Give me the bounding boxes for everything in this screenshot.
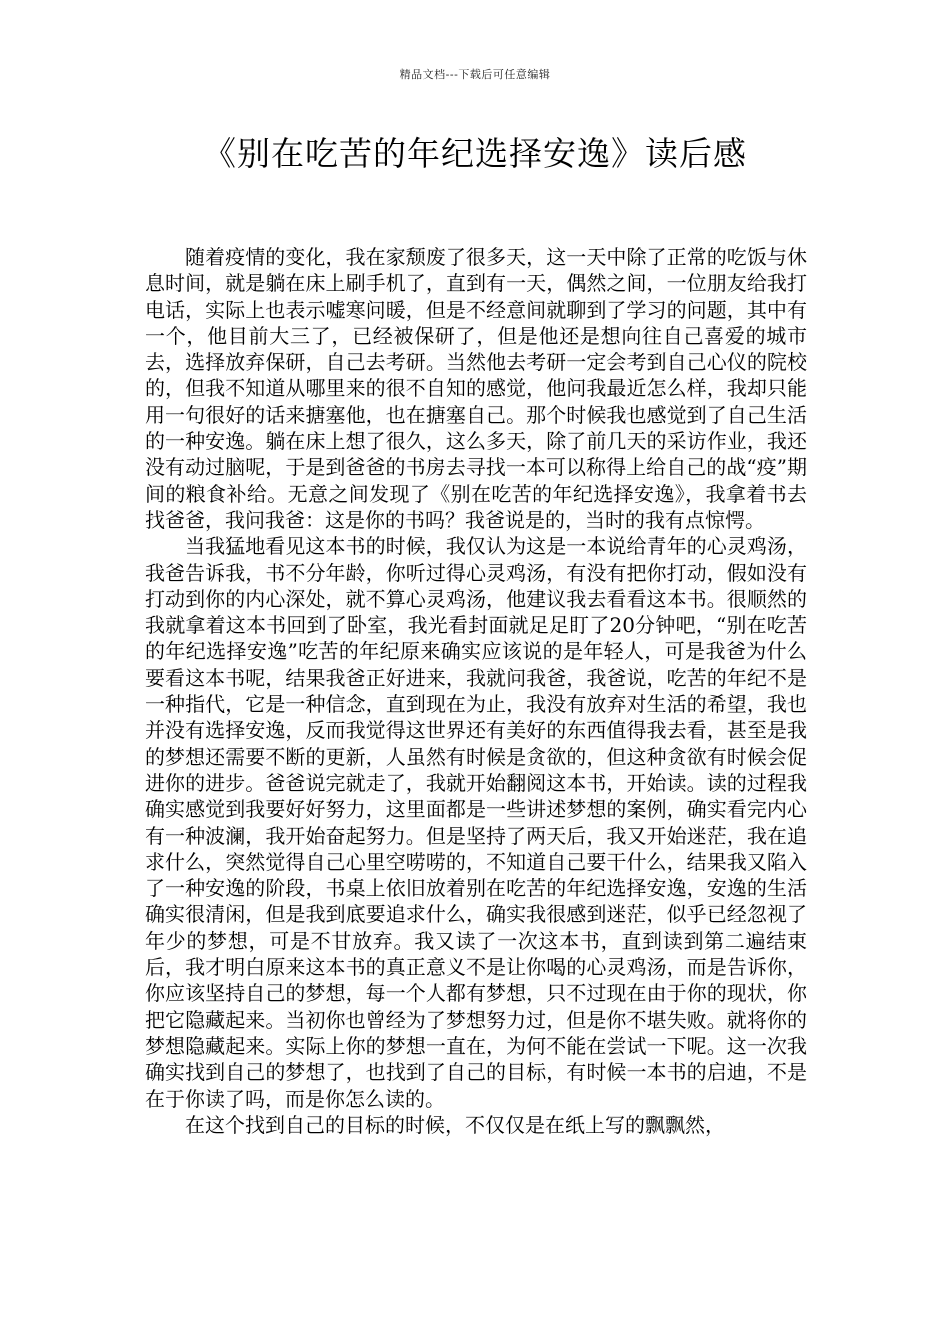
document-body <box>145 244 807 1138</box>
paragraph: 在这个找到自己的目标的时候，不仅仅是在纸上写的飘飘然， <box>185 1112 725 1137</box>
header-note: 精品文档---下载后可任意编辑 <box>399 68 551 81</box>
paragraph: 当我猛地看见这本书的时候，我仅认为这是一本说给青年的心灵鸡汤，我爸告诉我，书不分年龄，你听过得心灵鸡汤，有没有把你打动，假如没有打动到你的内心深处，就不算心灵鸡汤，他建议我去看看这本书。很顺然的我就拿着这本书回到了卧室，我光看封面就足足盯了20分钟吧，“别在吃苦的年纪选择安逸”吃苦的年纪原来确实应该说的是年轻人，可是我爸为什么要看这本书呢，结果我爸正好进来，我就问我爸，我爸说，吃苦的年纪不是一种指代，它是一种信念，直到现在为止，我没有放弃对生活的希望，我也并没有选择安逸，反而我觉得这世界还有美好的东西值得我去看，甚至是我的梦想还需要不断的更新，人虽然有时候是贪欲的，但这种贪欲有时候会促进你的进步。爸爸说完就走了，我就开始翻阅这本书，开始读。读的过程我确实感觉到我要好好努力，这里面都是一些讲述梦想的案例，确实看完内心有一种波澜，我开始奋起努力。但是坚持了两天后，我又开始迷茫，我在追求什么，突然觉得自己心里空唠唠的，不知道自己要干什么，结果我又陷入了一种安逸的阶段，书桌上依旧放着别在吃苦的年纪选择安逸，安逸的生活确实很清闲，但是我到底要追求什么，确实我很感到迷茫，似乎已经忽视了年少的梦想，可是不甘放弃。我又读了一次这本书，直到读到第二遍结束后，我才明白原来这本书的真正意义不是让你喝的心灵鸡汤，而是告诉你，你应该坚持自己的梦想，每一个人都有梦想，只不过现在由于你的现状，你把它隐藏起来。当初你也曾经为了梦想努力过，但是你不堪失败。就将你的梦想隐藏起来。实际上你的梦想一直在，为何不能在尝试一下呢。这一次我确实找到自己的梦想了，也找到了自己的目标，有时候一本书的启迪，不是在于你读了吗，而是你怎么读的。 <box>145 534 807 1111</box>
paragraph: 随着疫情的变化，我在家颓废了很多天，这一天中除了正常的吃饭与休息时间，就是躺在床上刷手机了，直到有一天，偶然之间，一位朋友给我打电话，实际上也表示嘘寒问暖，但是不经意间就聊到了学习的问题，其中有一个，他目前大三了，已经被保研了，但是他还是想向往自己喜爱的城市去，选择放弃保研，自己去考研。当然他去考研一定会考到自己心仪的院校的，但我不知道从哪里来的很不自知的感觉，他问我最近怎么样，我却只能用一句很好的话来搪塞他，也在搪塞自己。那个时候我也感觉到了自己生活的一种安逸。躺在床上想了很久，这么多天，除了前几天的采访作业，我还没有动过脑呢，于是到爸爸的书房去寻找一本可以称得上给自己的战“疫”期间的粮食补给。无意之间发现了《别在吃苦的年纪选择安逸》，我拿着书去找爸爸，我问我爸：这是你的书吗？我爸说是的，当时的我有点惊愕。 <box>145 245 807 532</box>
document-title: 《别在吃苦的年纪选择安逸》读后感 <box>203 134 747 173</box>
